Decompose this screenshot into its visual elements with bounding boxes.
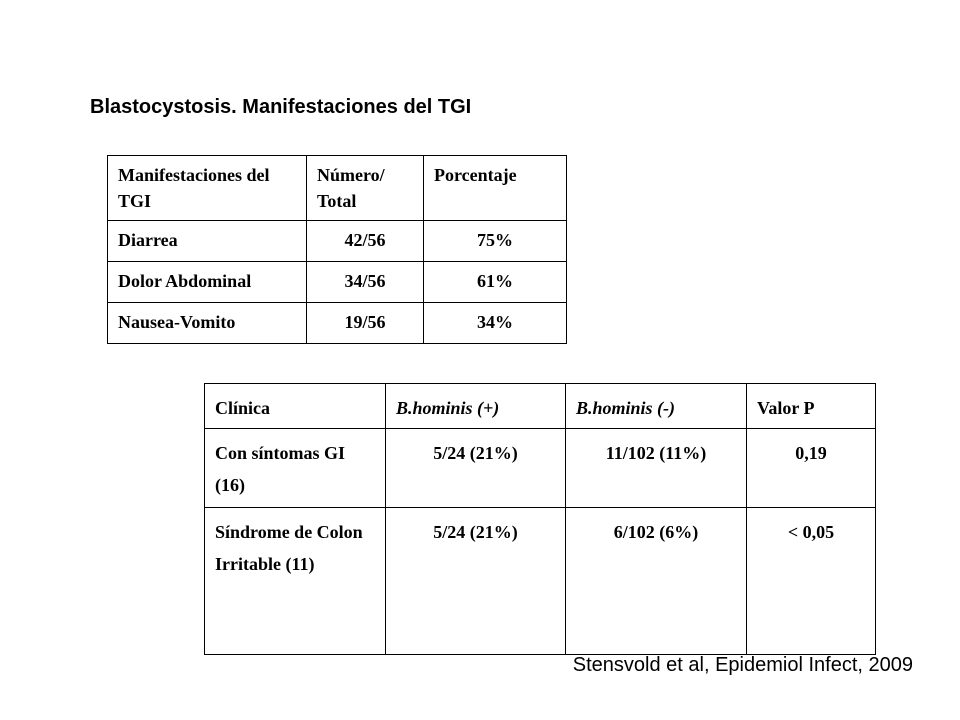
slide-title: Blastocystosis. Manifestaciones del TGI	[90, 96, 472, 118]
header-bhominis-negative: B.hominis (-)	[566, 384, 747, 429]
clinical-comparison-table	[204, 383, 876, 655]
table-row	[108, 303, 567, 344]
header-clinica: Clínica	[205, 384, 386, 429]
table-cell: 0,19	[747, 429, 876, 508]
table-header-row	[108, 156, 567, 221]
table-header-row	[205, 384, 876, 429]
citation: Stensvold et al, Epidemiol Infect, 2009	[572, 654, 913, 676]
table-cell: 42/56	[307, 221, 424, 262]
table-row	[108, 221, 567, 262]
header-numero-total: Número/ Total	[307, 156, 424, 221]
table-cell: 11/102 (11%)	[566, 429, 747, 508]
table-row	[108, 262, 567, 303]
table-cell: 5/24 (21%)	[386, 429, 566, 508]
table-cell: Diarrea	[108, 221, 307, 262]
table-cell: 19/56	[307, 303, 424, 344]
table-cell: 34%	[424, 303, 567, 344]
table-cell: 6/102 (6%)	[566, 508, 747, 655]
header-bhominis-positive: B.hominis (+)	[386, 384, 566, 429]
table-cell: 34/56	[307, 262, 424, 303]
header-manifestaciones: Manifestaciones del TGI	[108, 156, 307, 221]
table-row	[205, 429, 876, 508]
table-cell: 5/24 (21%)	[386, 508, 566, 655]
table-cell: 75%	[424, 221, 567, 262]
header-valor-p: Valor P	[747, 384, 876, 429]
table-cell: Nausea-Vomito	[108, 303, 307, 344]
table-cell: Con síntomas GI (16)	[205, 429, 386, 508]
table-cell: Dolor Abdominal	[108, 262, 307, 303]
table-row	[205, 508, 876, 655]
header-porcentaje: Porcentaje	[424, 156, 567, 221]
table-cell: Síndrome de Colon Irritable (11)	[205, 508, 386, 655]
gi-manifestations-table	[107, 155, 567, 344]
table-cell: < 0,05	[747, 508, 876, 655]
table-cell: 61%	[424, 262, 567, 303]
